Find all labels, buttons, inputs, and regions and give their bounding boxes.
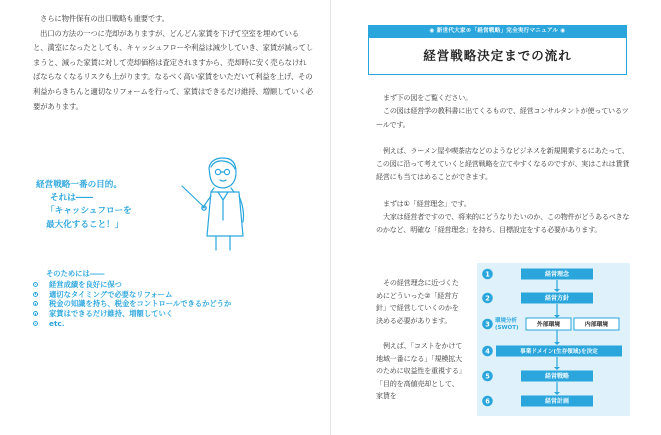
step-label: 事業ドメイン(生存領域)を決定 <box>520 348 598 355</box>
list-item: 家賃はできるだけ維持、増額していく <box>32 309 322 319</box>
teacher-illustration <box>178 150 250 255</box>
tasks-list <box>32 269 322 329</box>
step-label: 環境分析 <box>495 317 518 324</box>
strategy-flow-diagram <box>477 263 630 416</box>
right-paragraph: まず下の図をご覧ください。 <box>383 93 472 102</box>
left-paragraph: さらに物件保有の出口戦略も重要です。 <box>40 14 169 23</box>
list-item: etc. <box>32 319 322 329</box>
section-banner <box>368 25 627 77</box>
step-sub-label: 外部環境 <box>536 321 561 328</box>
callout-line: 経営戦略一番の目的。 <box>36 180 122 190</box>
right-page-body <box>376 91 631 250</box>
step-number: 1 <box>485 270 490 279</box>
step-label: 経営理念 <box>544 270 570 278</box>
left-page-body <box>33 12 313 114</box>
arrow-down-icon <box>554 289 560 292</box>
arrow-down-icon <box>554 367 560 370</box>
key-point-callout <box>36 179 176 232</box>
bullet-icon <box>33 301 38 306</box>
flow-chart <box>477 263 630 416</box>
callout-line: 最大化すること！」 <box>46 219 124 230</box>
right-paragraph: この図は経営学の教科書に出てくるもので、経営コンサルタントが使っているツールです。 <box>376 106 629 129</box>
left-paragraph: 出口の方法の一つに売却がありますが、どんどん家賃を下げて空室を埋めていると、満室になったとしても、キャッシュフローや利益は減少していき、家賃が減ってしまうと、減った家賃に対して売却価格は査定されますから、売却時に安く売らなければならなくなるリスクも上がります。なるべく高い家賃をいただいて利益を上げ、その利益からきちんと適切なリフォームを行って、家賃はできるだけ維持、増額していく必要があります。 <box>33 28 313 111</box>
step-number: 6 <box>485 397 490 406</box>
step-label: 経営戦略 <box>544 372 570 380</box>
step-number: 3 <box>485 320 490 329</box>
arrow-down-icon <box>554 392 560 395</box>
bullet-icon <box>33 292 38 297</box>
right-paragraph: 大家は経営者ですので、将来的にどうなりたいのか、この物件がどうあるべきなのかなど、明確な「経営理念」を持ち、目標設定をする必要があります。 <box>376 212 630 235</box>
bullet-icon <box>33 282 38 287</box>
bullet-icon <box>33 321 38 326</box>
right-page-narrow-column <box>376 277 464 416</box>
right-paragraph: 例えば、ラーメン屋や喫茶店などのようなビジネスを新規開業するにあたって、この図に沿って考えていくと経営戦略を立てやすくなるのですが、実はこれは賃貸経営にも当てはめることができます。 <box>376 145 630 182</box>
right-paragraph: その経営理念に近づくためにどういった②「経営方針」で経営していくのかを決める必要があります。 <box>376 278 459 325</box>
arrow-down-icon <box>554 342 560 345</box>
step-number: 4 <box>485 347 490 356</box>
list-item: 税金の知識を持ち、税金をコントロールできるかどうか <box>32 299 322 309</box>
list-item: 経営成績を良好に保つ <box>32 280 322 290</box>
step-number: 5 <box>485 372 490 381</box>
step-label: 経営計画 <box>544 397 570 405</box>
step-label: 経営方針 <box>544 294 570 302</box>
callout-line: それは―― <box>50 193 93 204</box>
series-label: ◉ 新世代大家®「経営戦略」完全実行マニュアル ◉ <box>368 25 627 38</box>
list-item: 適切なタイミングで必要なリフォーム <box>32 290 322 300</box>
bullet-icon <box>33 311 38 316</box>
step-label: (SWOT) <box>495 325 519 332</box>
section-title: 経営戦略決定までの流れ <box>368 38 627 75</box>
tasks-lead: そのためには―― <box>46 269 105 278</box>
step-sub-label: 内部環境 <box>584 321 609 328</box>
callout-line: 「キャッシュフローを <box>46 206 132 217</box>
right-paragraph: 例えば、「コストをかけて地域一番になる」「規模拡大のために収益性を重視する」「目的を高値売却として、家賃を <box>376 340 463 401</box>
page-gutter <box>330 0 331 435</box>
step-number: 2 <box>485 294 490 303</box>
right-paragraph: まずは①「経営理念」です。 <box>383 198 471 208</box>
